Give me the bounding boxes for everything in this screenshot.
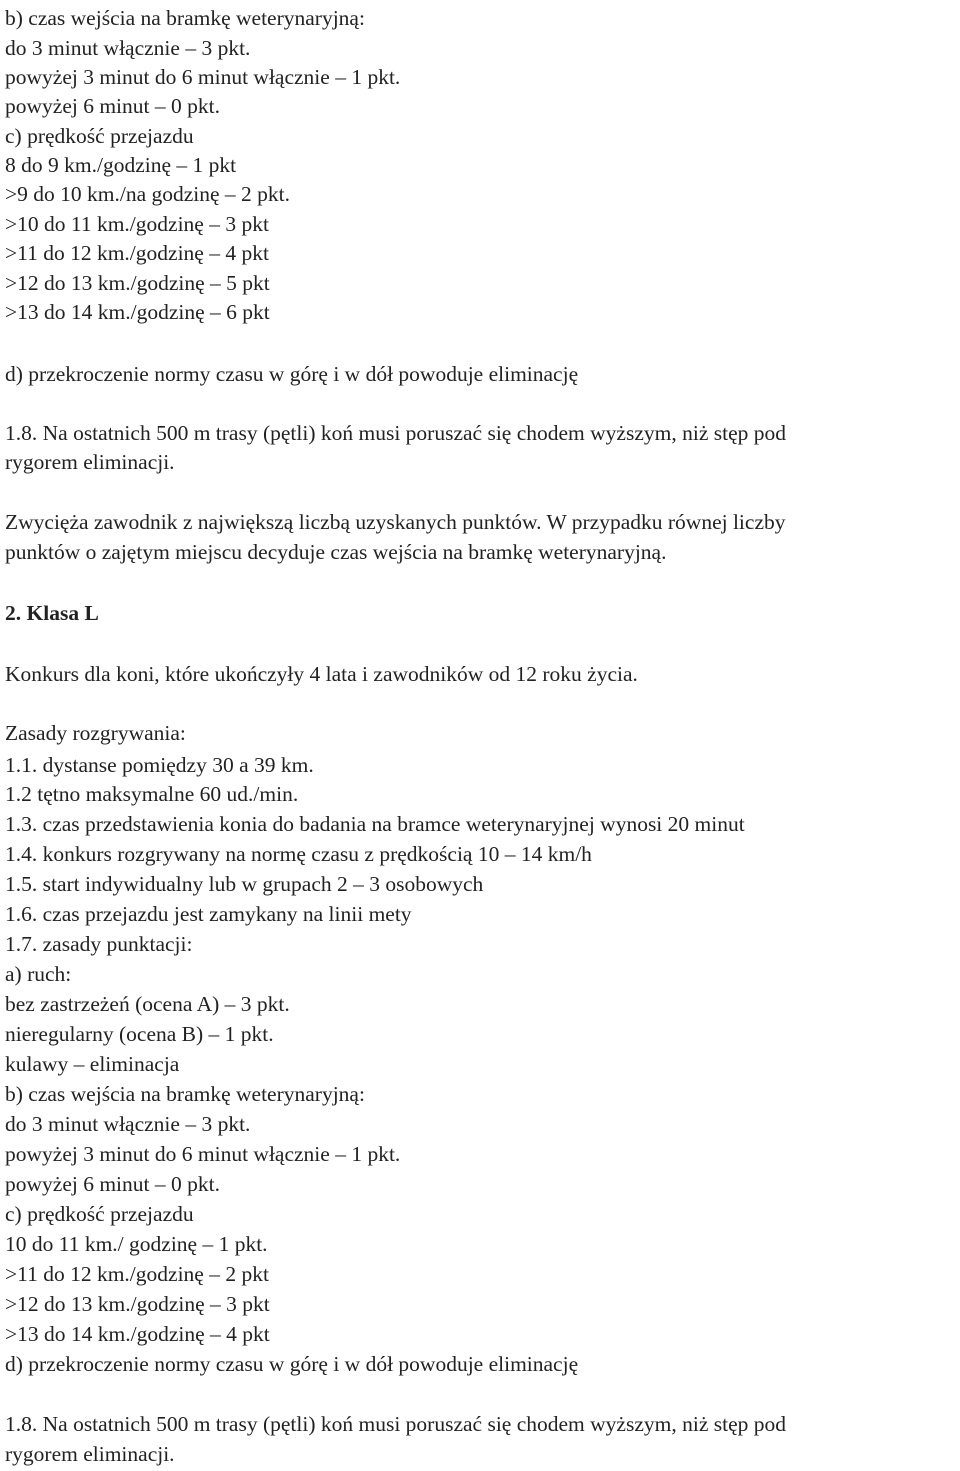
text-line: >13 do 14 km./godzinę – 6 pkt [5, 300, 270, 324]
text-line: 1.7. zasady punktacji: [5, 932, 193, 956]
text-line: rygorem eliminacji. [5, 450, 175, 474]
text-line: rygorem eliminacji. [5, 1442, 175, 1466]
text-line: kulawy – eliminacja [5, 1052, 180, 1076]
text-line: powyżej 3 minut do 6 minut włącznie – 1 pkt. [5, 1142, 401, 1166]
text-line: Zasady rozgrywania: [5, 721, 186, 745]
text-line: Zwycięża zawodnik z największą liczbą uzyskanych punktów. W przypadku równej liczby [5, 510, 786, 534]
text-line: d) przekroczenie normy czasu w górę i w dół powoduje eliminację [5, 1352, 579, 1376]
text-line: punktów o zajętym miejscu decyduje czas wejścia na bramkę weterynaryjną. [5, 540, 667, 564]
text-line: do 3 minut włącznie – 3 pkt. [5, 36, 251, 60]
text-line: 8 do 9 km./godzinę – 1 pkt [5, 153, 237, 177]
section-heading: 2. Klasa L [5, 601, 99, 625]
text-line: powyżej 6 minut – 0 pkt. [5, 94, 220, 118]
text-line: 1.6. czas przejazdu jest zamykany na linii mety [5, 902, 412, 926]
text-line: 1.8. Na ostatnich 500 m trasy (pętli) koń musi poruszać się chodem wyższym, niż stęp pod [5, 421, 787, 445]
text-line: 1.2 tętno maksymalne 60 ud./min. [5, 782, 299, 806]
text-line: Konkurs dla koni, które ukończyły 4 lata i zawodników od 12 roku życia. [5, 662, 638, 686]
text-line: d) przekroczenie normy czasu w górę i w dół powoduje eliminację [5, 362, 579, 386]
text-line: c) prędkość przejazdu [5, 124, 194, 148]
text-line: >9 do 10 km./na godzinę – 2 pkt. [5, 182, 291, 206]
text-line: >11 do 12 km./godzinę – 2 pkt [5, 1262, 269, 1286]
text-line: 1.8. Na ostatnich 500 m trasy (pętli) koń musi poruszać się chodem wyższym, niż stęp pod [5, 1412, 787, 1436]
text-line: powyżej 3 minut do 6 minut włącznie – 1 pkt. [5, 65, 401, 89]
text-line: b) czas wejścia na bramkę weterynaryjną: [5, 6, 365, 30]
text-line: a) ruch: [5, 962, 72, 986]
text-line: >12 do 13 km./godzinę – 5 pkt [5, 271, 270, 295]
text-line: do 3 minut włącznie – 3 pkt. [5, 1112, 251, 1136]
text-line: 10 do 11 km./ godzinę – 1 pkt. [5, 1232, 268, 1256]
text-line: >11 do 12 km./godzinę – 4 pkt [5, 241, 269, 265]
text-line: >12 do 13 km./godzinę – 3 pkt [5, 1292, 270, 1316]
text-line: >13 do 14 km./godzinę – 4 pkt [5, 1322, 270, 1346]
text-line: 1.3. czas przedstawienia konia do badania na bramce weterynaryjnej wynosi 20 minut [5, 812, 745, 836]
text-line: 1.5. start indywidualny lub w grupach 2 – 3 osobowych [5, 872, 484, 896]
text-line: powyżej 6 minut – 0 pkt. [5, 1172, 220, 1196]
text-line: bez zastrzeżeń (ocena A) – 3 pkt. [5, 992, 290, 1016]
text-line: c) prędkość przejazdu [5, 1202, 194, 1226]
text-line: b) czas wejścia na bramkę weterynaryjną: [5, 1082, 365, 1106]
text-line: >10 do 11 km./godzinę – 3 pkt [5, 212, 269, 236]
text-line: 1.4. konkurs rozgrywany na normę czasu z prędkością 10 – 14 km/h [5, 842, 592, 866]
text-line: nieregularny (ocena B) – 1 pkt. [5, 1022, 274, 1046]
text-line: 1.1. dystanse pomiędzy 30 a 39 km. [5, 753, 314, 777]
